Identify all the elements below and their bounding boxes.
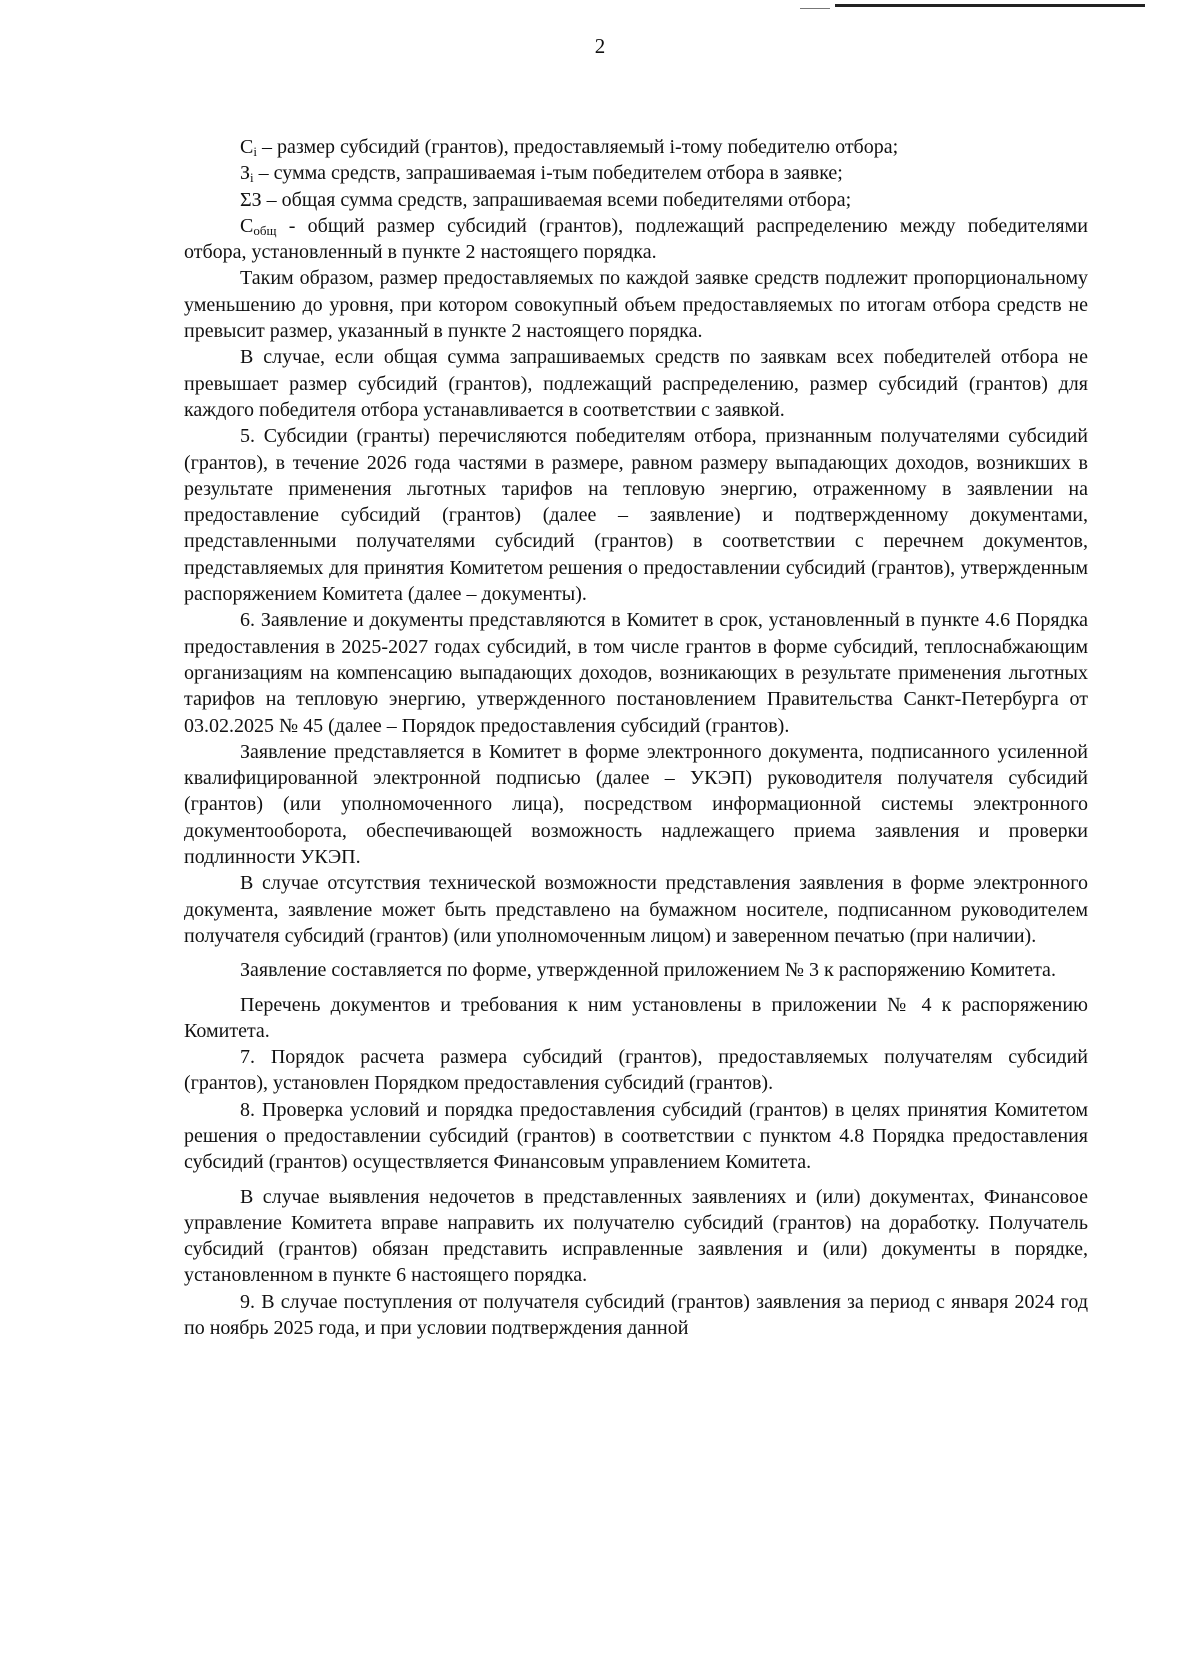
paragraph-electronic — [184, 739, 1088, 870]
paragraph-6 — [184, 607, 1088, 738]
paragraph-lead: 9. В — [240, 1290, 275, 1313]
symbol: C — [240, 136, 254, 158]
subscript: общ — [253, 222, 277, 238]
paragraph-8: 8. Проверка условий и порядка предоставления субсидий (грантов) в целях принятия Комитетом решения о предоставлении субсидий (грантов) в соответствии с пунктом 4.8 Порядка предоставления субсидий (грантов) осуществляется Финансовым управлением Комитета. — [184, 1098, 1088, 1174]
paragraph-text: 6. Заявление и документы представляются в Комитет в срок, установленный в пункте 4.6 Порядка предоставления в 2025-2027 годах субсидий, в том числе грантов в форме субсидий, теплоснабжающим организациям на компенсацию выпадающих доходов, возникающих в результате применения льготных тарифов на тепловую энергию, утвержденного постановлением Правительства Санкт-Петербурга от — [184, 609, 1088, 711]
paragraph-text: Заявление представляется в Комитет в форме электронного документа, подписанного усиленной квалифицированной электронной подписью (далее – УКЭП) руководителя получателя — [184, 740, 1088, 790]
paragraph-text: случае поступления от получателя субсидий (грантов) заявления за период с января 2024 год по ноябрь 2025 года, и при условии подтверждения данной — [184, 1290, 1088, 1340]
paragraph-word: субсидий — [1008, 767, 1088, 790]
paragraph-5: 5. Субсидии (гранты) перечисляются победителям отбора, признанным получателями субсидий (грантов), в течение 2026 года частями в размере, равном размеру выпадающих доходов, возникших в результате применения льготных тарифов на тепловую энергию, отраженному в заявлении на предоставление субсидий (грантов) (далее – заявление) и подтвержденному документами, представленными получателями субсидий (грантов) в соответствии с перечнем документов, представляемых для принятия Комитетом решения о предоставлении субсидий (грантов), утвержденным распоряжением Комитета (далее – документы). — [184, 425, 1088, 606]
symbol: З — [240, 162, 251, 185]
paragraph-7: 7. Порядок расчета размера субсидий (грантов), предоставляемых получателям субсидий (грантов), установлен Порядком предоставления субсидий (грантов). — [184, 1046, 1088, 1095]
definition-c-total — [184, 213, 1088, 266]
definition-z-i — [184, 160, 1088, 186]
paragraph-form: Заявление составляется по форме, утвержденной приложением № 3 к распоряжению Комитета. — [240, 959, 1056, 982]
definition-text: - общий размер субсидий (грантов), подлежащий распределению между победителями отбора, установленный в пункте 2 настоящего порядка. — [184, 214, 1088, 264]
paragraph-list: Перечень документов и требования к ним установлены в приложении № 4 к распоряжению Комитета. — [184, 993, 1088, 1042]
paragraph-proportional — [184, 265, 1088, 344]
resolution-date: 03.02.2025 — [184, 714, 274, 737]
top-edge-rule — [835, 4, 1145, 7]
definition-c-i — [184, 134, 1088, 160]
paragraph-tail: (грантов) (или уполномоченного лица), посредством информационной системы электронного документооборота, обеспечивающей возможность надлежащего приема заявления и проверки подлинности УКЭП. — [184, 793, 1088, 869]
page-number: 2 — [594, 34, 606, 58]
top-edge-mark — [800, 8, 830, 9]
paragraph-paper: В случае отсутствия технической возможности представления заявления в форме электронного документа, заявление может быть представлено на бумажном носителе, подписанном руководителем получателя субсидий (грантов) (или уполномоченным лицом) и заверенном печатью (при наличии). — [184, 872, 1088, 947]
paragraph-tail: № 45 (далее – Порядок предоставления субсидий (грантов). — [274, 714, 790, 737]
definition-sum-z: ΣЗ – общая сумма средств, запрашиваемая всеми победителями отбора; — [240, 188, 852, 211]
definition-text: – сумма средств, запрашиваемая i-тым победителем отбора в заявке; — [253, 162, 843, 185]
document-body — [184, 134, 1088, 1341]
definition-text: – размер субсидий (грантов), предоставляемый i-тому победителю отбора; — [256, 136, 899, 158]
paragraph-9 — [184, 1289, 1088, 1342]
subscript: i — [250, 170, 254, 186]
paragraph-defects: В случае выявления недочетов в представленных заявлениях и (или) документах, Финансовое управление Комитета вправе направить их получателю субсидий (грантов) на доработку. Получатель субсидий (грантов) обязан представить исправленные заявления и (или) документы в порядке, установленном в пункте 6 настоящего порядка. — [184, 1185, 1088, 1287]
subscript: i — [253, 144, 257, 159]
paragraph-text: образом, размер предоставляемых по каждой заявке средств подлежит пропорциональному уменьшению до уровня, при котором совокупный объем предоставляемых по итогам отбора средств не превысит размер, указанный в пункте 2 настоящего порядка. — [184, 267, 1088, 343]
paragraph-lead: Таким — [240, 267, 294, 290]
paragraph-not-exceed: В случае, если общая сумма запрашиваемых средств по заявкам всех победителей отбора не превышает размер субсидий (грантов), подлежащий распределению, размер субсидий (грантов) для каждого победителя отбора устанавливается в соответствии с заявкой. — [184, 346, 1088, 421]
symbol: C — [240, 214, 254, 237]
